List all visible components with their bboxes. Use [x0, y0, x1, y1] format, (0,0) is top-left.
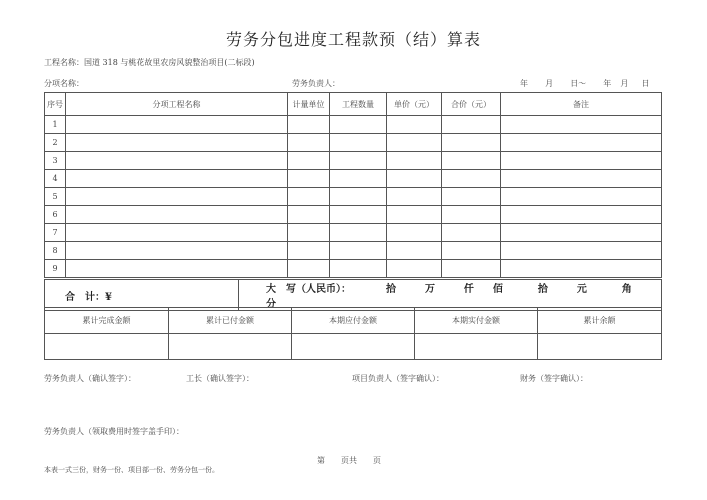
cell-unit[interactable] — [288, 170, 330, 188]
table-row — [45, 152, 662, 170]
header-current-payable: 本期应付金额 — [292, 308, 415, 334]
header-subitem-name: 分项工程名称 — [66, 93, 288, 116]
cell-total-price[interactable] — [442, 260, 501, 278]
cell-remarks[interactable] — [501, 134, 662, 152]
summary-value-row — [45, 334, 662, 360]
table-row — [45, 188, 662, 206]
labor-confirm-signature: 劳务负责人（确认签字）： — [44, 374, 136, 383]
cell-quantity[interactable] — [330, 206, 387, 224]
cell-unit[interactable] — [288, 134, 330, 152]
cell-total-price[interactable] — [442, 242, 501, 260]
cell-cumulative-completed[interactable] — [45, 334, 169, 360]
cell-total-price[interactable] — [442, 224, 501, 242]
cell-quantity[interactable] — [330, 242, 387, 260]
unit-fen: 分 — [266, 299, 276, 310]
cell-cumulative-paid[interactable] — [169, 334, 292, 360]
total-row — [45, 280, 662, 311]
table-row — [45, 206, 662, 224]
cell-subitem-name[interactable] — [66, 242, 288, 260]
cell-unit[interactable] — [288, 116, 330, 134]
page-title: 劳务分包进度工程款预（结）算表 — [225, 30, 481, 49]
cell-quantity[interactable] — [330, 116, 387, 134]
unit-shi-2: 拾 — [537, 284, 548, 295]
date-year-2: 年 — [603, 79, 612, 88]
cell-subitem-name[interactable] — [66, 206, 288, 224]
cell-unit-price[interactable] — [387, 116, 442, 134]
row-no: 3 — [45, 152, 66, 170]
unit-qian: 仟 — [463, 284, 474, 295]
cell-remarks[interactable] — [501, 242, 662, 260]
cell-quantity[interactable] — [330, 152, 387, 170]
cell-subitem-name[interactable] — [66, 260, 288, 278]
summary-table — [44, 307, 662, 360]
page-number: 第 页共 页 — [317, 456, 381, 465]
project-name-value: 国道 318 与桃花故里农房风貌整治项目(二标段) — [84, 58, 255, 67]
cell-cumulative-balance[interactable] — [538, 334, 662, 360]
cell-total-price[interactable] — [442, 134, 501, 152]
header-cumulative-completed: 累计完成金额 — [45, 308, 169, 334]
capital-label: 大 写（人民币）： — [266, 284, 351, 295]
unit-bai: 佰 — [492, 284, 503, 295]
table-row — [45, 134, 662, 152]
header-cumulative-paid: 累计已付金额 — [169, 308, 292, 334]
unit-jiao: 角 — [621, 284, 632, 295]
table-row — [45, 224, 662, 242]
total-label: 合 计：¥ — [65, 291, 112, 303]
cell-remarks[interactable] — [501, 224, 662, 242]
cell-unit[interactable] — [288, 224, 330, 242]
cell-current-actual-paid[interactable] — [415, 334, 538, 360]
cell-unit-price[interactable] — [387, 260, 442, 278]
table-row — [45, 170, 662, 188]
row-no: 2 — [45, 134, 66, 152]
project-manager-confirm-signature: 项目负责人（签字确认）： — [352, 374, 444, 383]
cell-subitem-name[interactable] — [66, 152, 288, 170]
cell-current-payable[interactable] — [292, 334, 415, 360]
header-quantity: 工程数量 — [330, 93, 387, 116]
cell-subitem-name[interactable] — [66, 116, 288, 134]
cell-subitem-name[interactable] — [66, 170, 288, 188]
items-table — [44, 92, 662, 278]
cell-remarks[interactable] — [501, 152, 662, 170]
cell-remarks[interactable] — [501, 188, 662, 206]
date-month-1: 月 — [545, 79, 554, 88]
summary-header-row — [45, 308, 662, 334]
cell-quantity[interactable] — [330, 134, 387, 152]
row-no: 9 — [45, 260, 66, 278]
header-total-price: 合价（元） — [442, 93, 501, 116]
cell-remarks[interactable] — [501, 116, 662, 134]
cell-unit-price[interactable] — [387, 242, 442, 260]
total-amount-cell[interactable] — [45, 280, 239, 311]
cell-subitem-name[interactable] — [66, 188, 288, 206]
unit-shi-1: 拾 — [385, 284, 396, 295]
header-remarks: 备注 — [501, 93, 662, 116]
date-year-1: 年 — [520, 79, 528, 88]
cell-quantity[interactable] — [330, 224, 387, 242]
date-month-2: 月 — [620, 79, 629, 88]
table-row — [45, 116, 662, 134]
cell-unit[interactable] — [288, 242, 330, 260]
cell-quantity[interactable] — [330, 170, 387, 188]
footer-note: 本表一式三份，财务一份、项目部一份、劳务分包一份。 — [44, 466, 219, 474]
cell-remarks[interactable] — [501, 260, 662, 278]
cell-subitem-name[interactable] — [66, 134, 288, 152]
labor-manager-label: 劳务负责人： — [292, 79, 340, 88]
foreman-confirm-signature: 工长（确认签字）： — [186, 374, 254, 383]
date-range — [520, 78, 649, 89]
cell-unit-price[interactable] — [387, 206, 442, 224]
header-no: 序号 — [45, 93, 66, 116]
table-row — [45, 260, 662, 278]
header-cumulative-balance: 累计余额 — [538, 308, 662, 334]
cell-quantity[interactable] — [330, 260, 387, 278]
table-row — [45, 242, 662, 260]
row-no: 8 — [45, 242, 66, 260]
cell-unit-price[interactable] — [387, 224, 442, 242]
cell-unit[interactable] — [288, 260, 330, 278]
date-day-1: 日～ — [570, 79, 587, 88]
subitem-name-label: 分项名称： — [44, 79, 84, 88]
finance-confirm-signature: 财务（签字确认）： — [520, 374, 588, 383]
cell-unit[interactable] — [288, 152, 330, 170]
header-unit-price: 单价（元） — [387, 93, 442, 116]
row-no: 5 — [45, 188, 66, 206]
table-header-row — [45, 93, 662, 116]
unit-wan: 万 — [424, 284, 435, 295]
cell-total-price[interactable] — [442, 206, 501, 224]
cell-unit[interactable] — [288, 206, 330, 224]
capital-amount-cell[interactable] — [239, 280, 662, 311]
cell-unit-price[interactable] — [387, 170, 442, 188]
cell-quantity[interactable] — [330, 188, 387, 206]
cell-total-price[interactable] — [442, 152, 501, 170]
row-no: 4 — [45, 170, 66, 188]
unit-yuan: 元 — [576, 284, 587, 295]
header-current-actual-paid: 本期实付金额 — [415, 308, 538, 334]
project-name-label: 工程名称： — [44, 58, 84, 67]
labor-receive-signature: 劳务负责人（领取费用时签字盖手印）： — [44, 427, 184, 436]
project-name — [44, 57, 255, 68]
cell-subitem-name[interactable] — [66, 224, 288, 242]
cell-remarks[interactable] — [501, 170, 662, 188]
cell-unit-price[interactable] — [387, 134, 442, 152]
cell-total-price[interactable] — [442, 116, 501, 134]
row-no: 6 — [45, 206, 66, 224]
cell-unit[interactable] — [288, 188, 330, 206]
cell-unit-price[interactable] — [387, 152, 442, 170]
row-no: 7 — [45, 224, 66, 242]
cell-unit-price[interactable] — [387, 188, 442, 206]
date-day-2: 日 — [641, 79, 650, 88]
header-unit: 计量单位 — [288, 93, 330, 116]
row-no: 1 — [45, 116, 66, 134]
cell-total-price[interactable] — [442, 188, 501, 206]
cell-remarks[interactable] — [501, 206, 662, 224]
cell-total-price[interactable] — [442, 170, 501, 188]
